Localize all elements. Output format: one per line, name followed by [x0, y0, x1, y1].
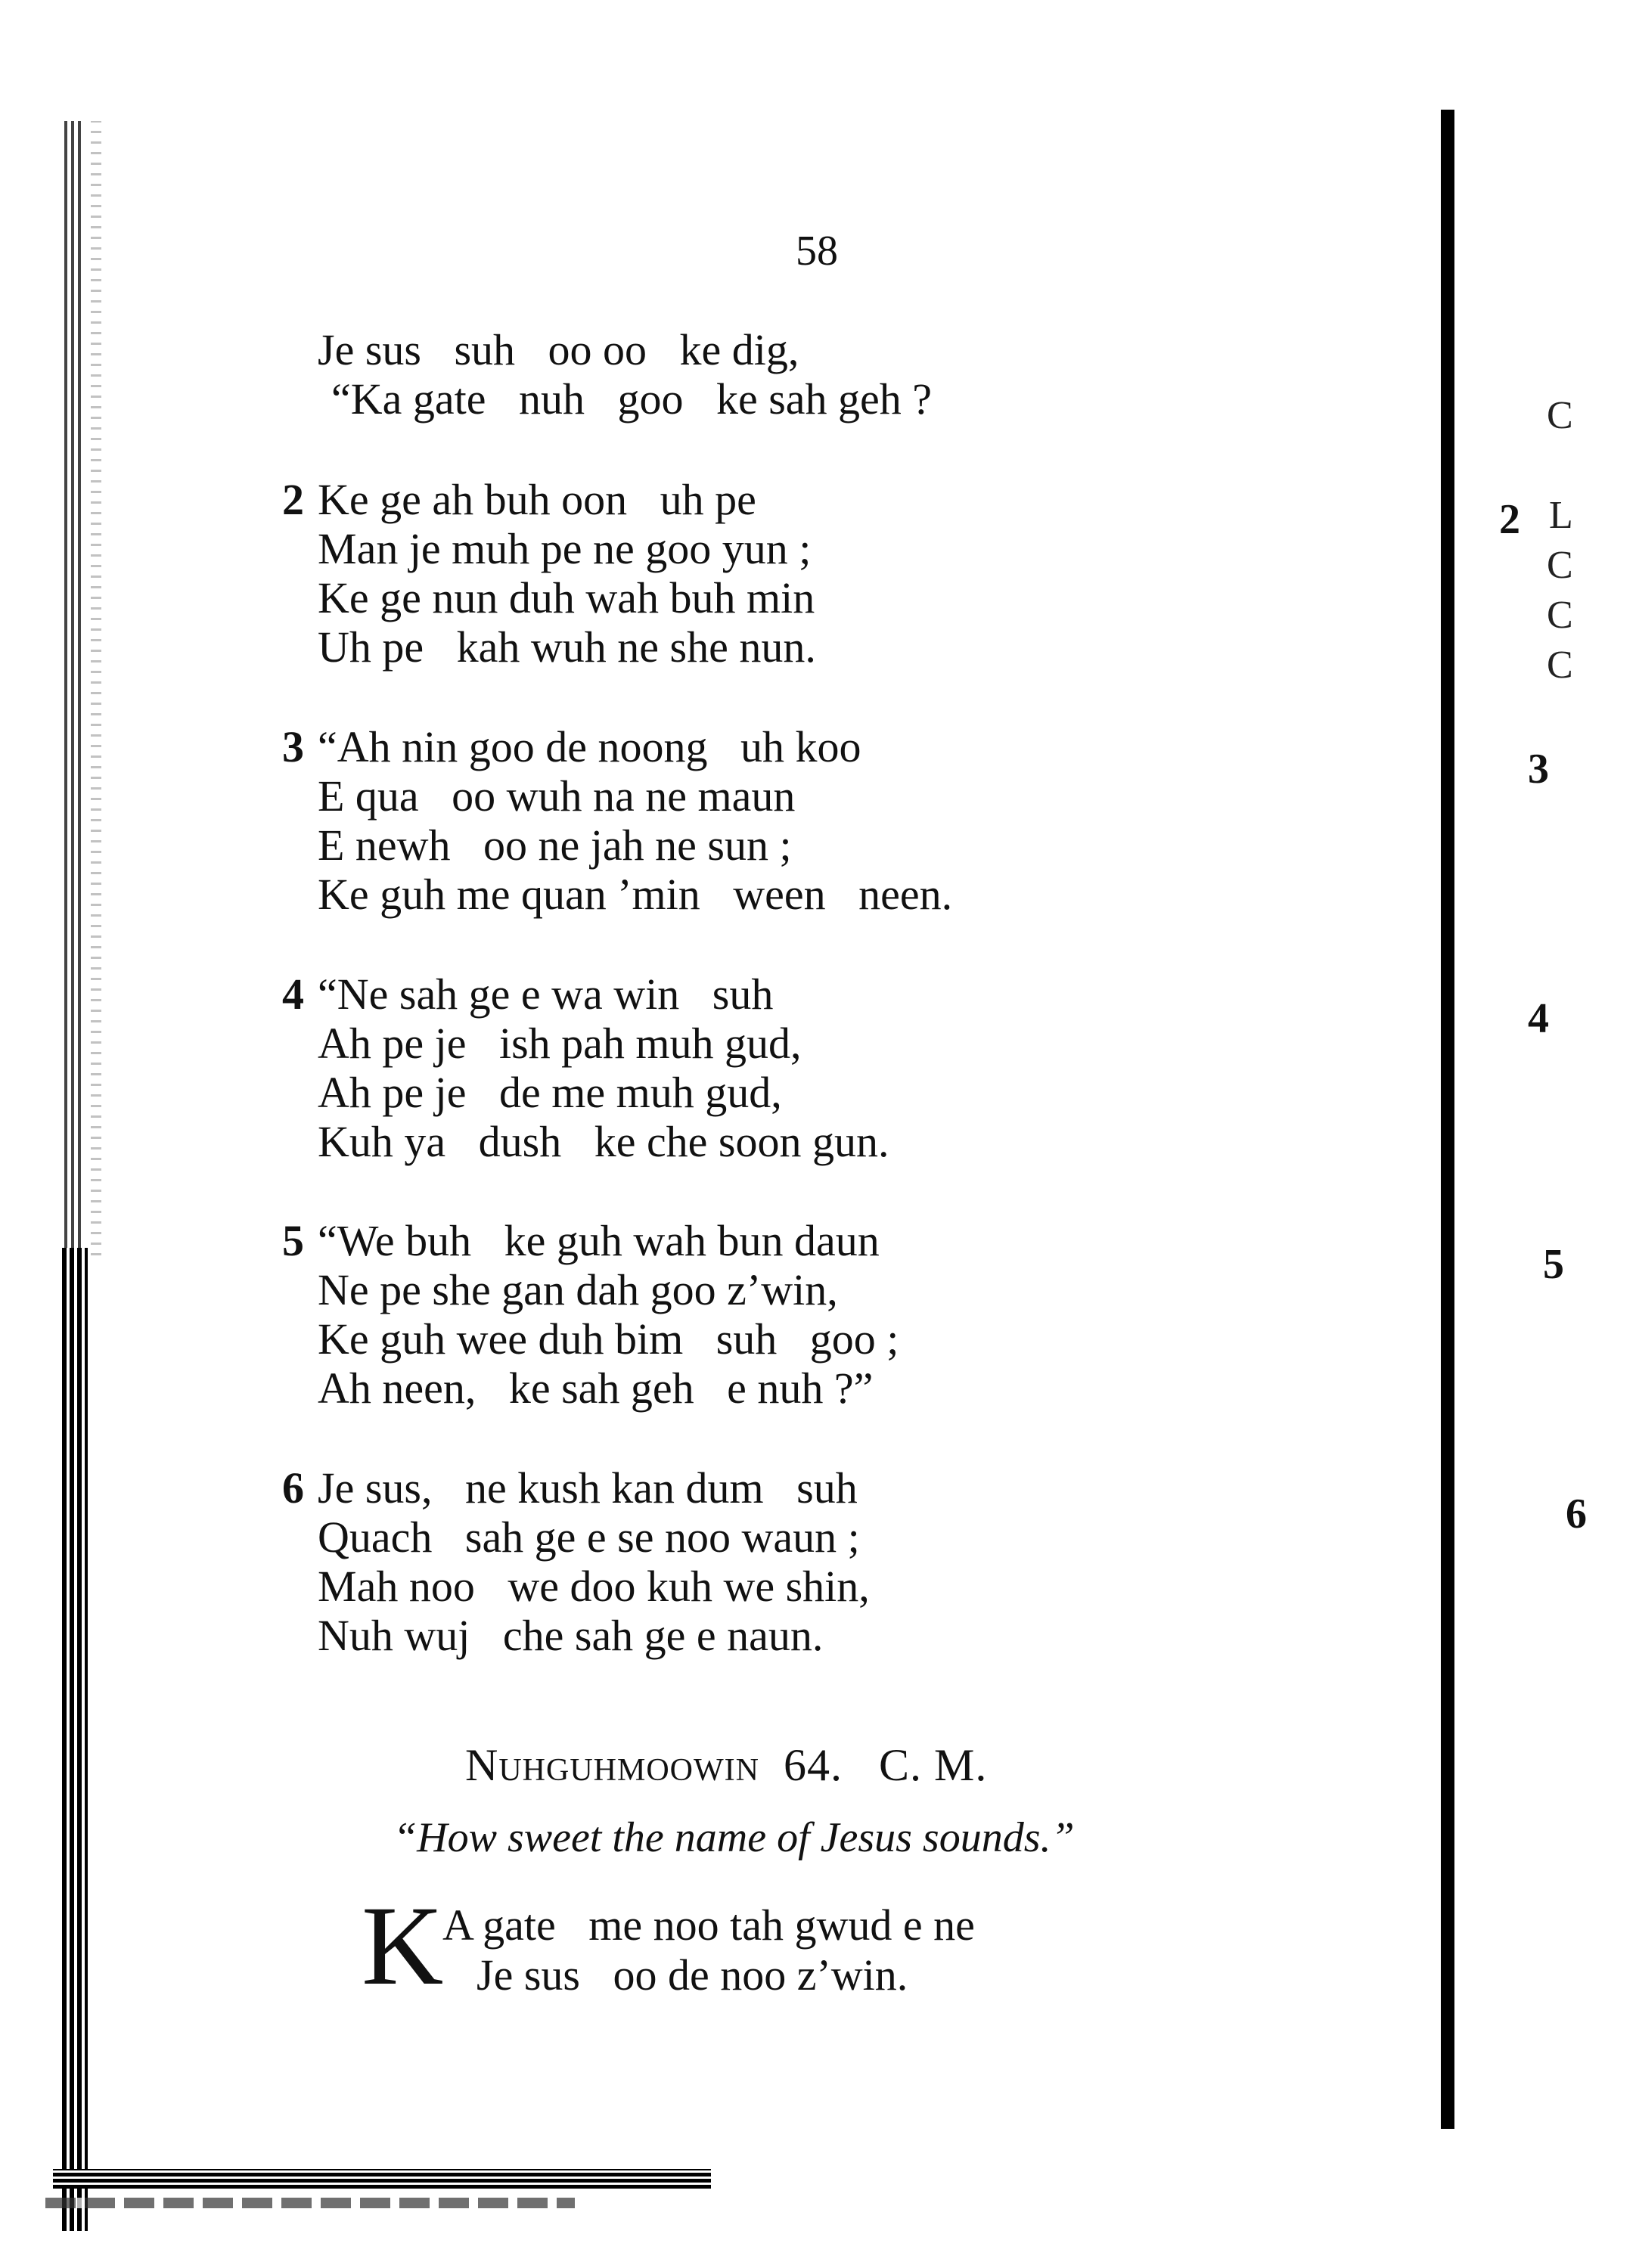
verse-line: Ke guh me quan ’min ween neen.: [318, 870, 953, 919]
stanza-6: [282, 1463, 870, 1660]
verse-line: “We buh ke guh wah bun daun: [318, 1216, 880, 1265]
stanza-4: [282, 970, 889, 1166]
bottom-rule: [53, 2169, 711, 2189]
stanza-number: 4: [282, 970, 304, 1019]
hymn-meter: C. M.: [878, 1740, 988, 1790]
stanza-continued: [318, 325, 932, 424]
bottom-rule-dashed: [45, 2198, 575, 2208]
facing-page-mark: L: [1549, 494, 1573, 537]
verse-line: Ne pe she gan dah goo z’win,: [318, 1265, 838, 1314]
verse-line: Kuh ya dush ke che soon gun.: [318, 1117, 889, 1166]
verse-line: E qua oo wuh na ne maun: [318, 771, 796, 821]
hymn-number: 64.: [783, 1740, 843, 1790]
facing-page-number: 2: [1499, 496, 1520, 543]
verse-line: Quach sah ge e se noo waun ;: [318, 1513, 860, 1562]
verse-line: Je sus suh oo oo ke dig,: [318, 325, 799, 374]
verse-line: Ke ge nun duh wah buh min: [318, 573, 815, 622]
verse-line: Je sus oo de noo z’win.: [476, 1950, 908, 2000]
stanza-5: [282, 1216, 899, 1413]
verse-line: A gate me noo tah gwud e ne: [442, 1900, 975, 1950]
facing-page-number: 6: [1566, 1491, 1587, 1537]
stanza-number: 3: [282, 722, 304, 771]
verse-line: Ke guh wee duh bim suh goo ;: [318, 1314, 899, 1364]
stanza-3: [282, 722, 953, 919]
verse-line: “Ka gate nuh goo ke sah geh ?: [331, 374, 933, 424]
facing-page-mark: C: [1547, 544, 1573, 587]
verse-line: E newh oo ne jah ne sun ;: [318, 821, 792, 870]
facing-page-mark: C: [1547, 644, 1573, 687]
verse-line: Uh pe kah wuh ne she nun.: [318, 622, 816, 672]
facing-page-number: 4: [1528, 995, 1549, 1042]
facing-page-number: 5: [1543, 1241, 1564, 1288]
page-number: 58: [796, 228, 838, 275]
verse-line: Ah neen, ke sah geh e nuh ?”: [318, 1364, 874, 1413]
verse-line: Je sus, ne kush kan dum suh: [318, 1463, 858, 1513]
binding-edge-heavy: [62, 1248, 88, 2231]
verse-line: Ke ge ah buh oon uh pe: [318, 475, 756, 524]
binding-edge-light: [91, 121, 101, 1255]
hymn-heading: [465, 1739, 987, 1792]
facing-page-mark: C: [1547, 594, 1573, 637]
verse-line: Nuh wuj che sah ge e naun.: [318, 1611, 824, 1660]
gutter-rule: [1441, 110, 1454, 2129]
tune-title: “How sweet the name of Jesus sounds.”: [393, 1814, 1075, 1861]
stanza-number: 5: [282, 1216, 304, 1265]
drop-cap: K: [362, 1883, 444, 2009]
verse-line: Man je muh pe ne goo yun ;: [318, 524, 812, 573]
stanza-number: 2: [282, 475, 304, 524]
facing-page-number: 3: [1528, 746, 1549, 793]
hymn-heading-word: Nuhguhmoowin: [465, 1740, 759, 1790]
verse-line: Mah noo we doo kuh we shin,: [318, 1562, 870, 1611]
verse-line: “Ah nin goo de noong uh koo: [318, 722, 861, 771]
verse-line: Ah pe je ish pah muh gud,: [318, 1019, 802, 1068]
verse-line: “Ne sah ge e wa win suh: [318, 970, 774, 1019]
verse-line: Ah pe je de me muh gud,: [318, 1068, 782, 1117]
stanza-2: [282, 475, 816, 672]
stanza-number: 6: [282, 1463, 304, 1513]
facing-page-mark: C: [1547, 394, 1573, 437]
